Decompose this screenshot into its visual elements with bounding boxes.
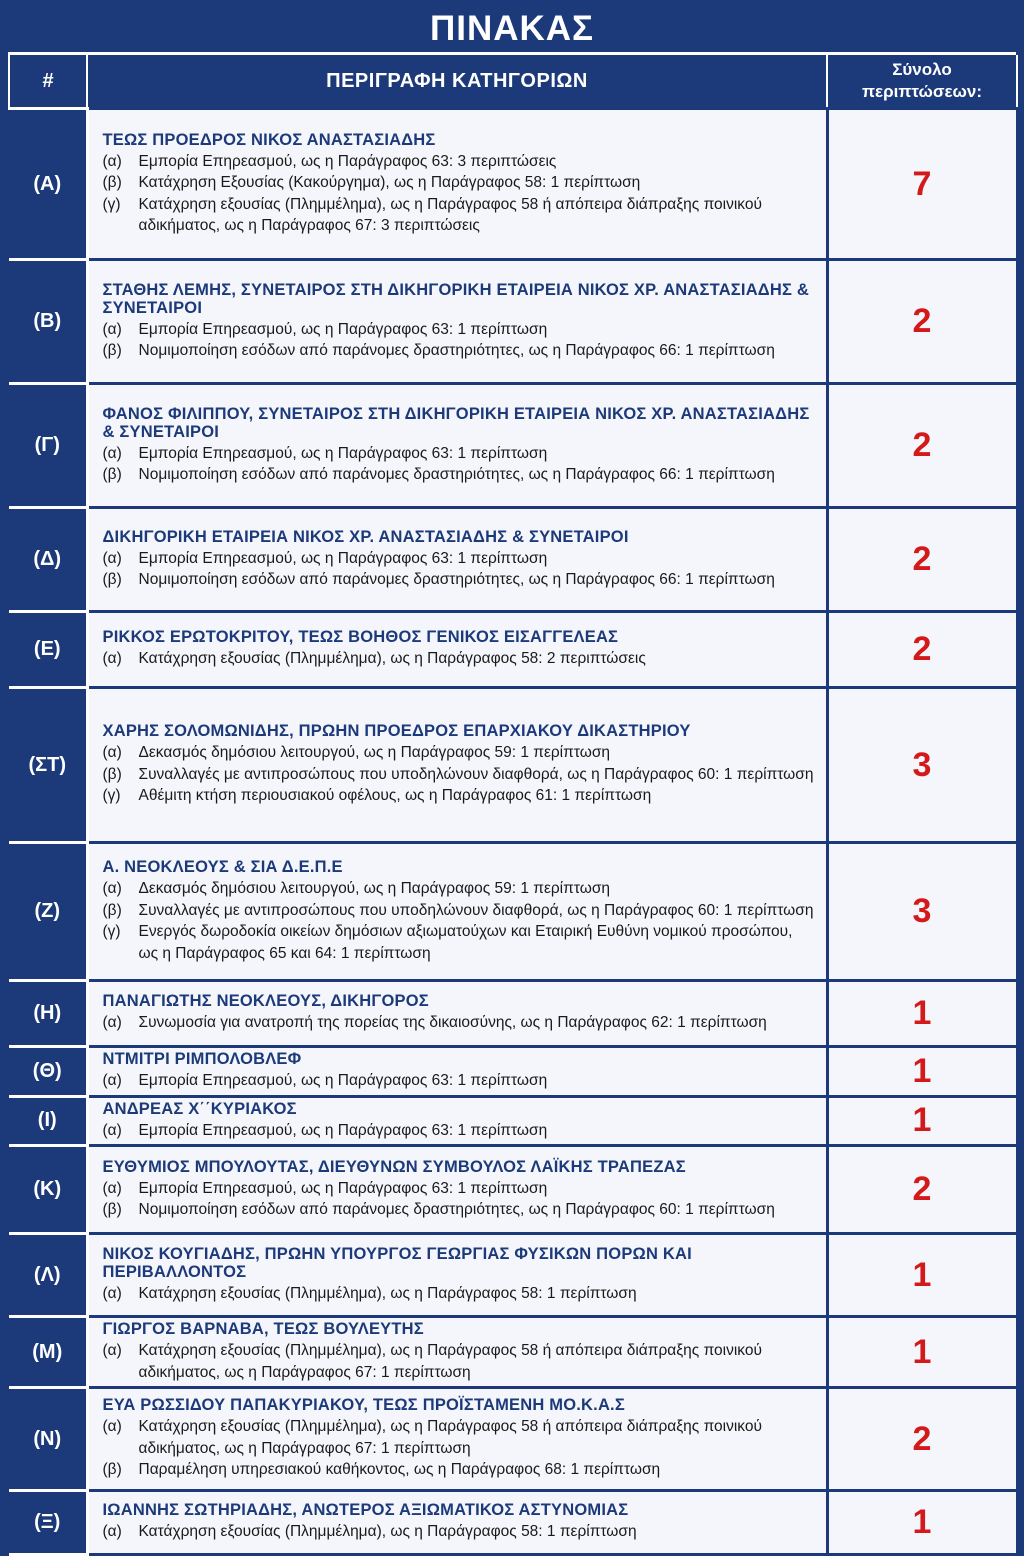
- charge-label: (α): [102, 744, 122, 762]
- person-name: ΡΙΚΚΟΣ ΕΡΩΤΟΚΡΙΤΟΥ, ΤΕΩΣ ΒΟΗΘΟΣ ΓΕΝΙΚΟΣ ΕΙΣΑΓΓΕΛΕΑΣ: [102, 628, 619, 647]
- person-name: ΝΤΜΙΤΡΙ ΡΙΜΠΟΛΟΒΛΕΦ: [102, 1050, 302, 1068]
- charge-text: Δεκασμός δημόσιου λειτουργού, ως η Παράγραφος 59: 1 περίπτωση: [138, 880, 611, 897]
- row-code: (Μ): [9, 1317, 87, 1388]
- row-description: [87, 260, 827, 384]
- row-description: [87, 612, 827, 688]
- charge-label: (α): [102, 1121, 122, 1139]
- row-total: 2: [827, 260, 1017, 384]
- charge-text: Νομιμοποίηση εσόδων από παράνομες δραστηριότητες, ως η Παράγραφος 60: 1 περίπτωση: [138, 1201, 775, 1218]
- charge-label: (α): [102, 1014, 122, 1032]
- table-row: [9, 1388, 1017, 1491]
- charge-label: (α): [102, 152, 122, 170]
- table-row: [9, 981, 1017, 1047]
- charge-label: (γ): [102, 787, 121, 805]
- row-description: [87, 508, 827, 612]
- row-total: 1: [827, 1047, 1017, 1097]
- row-code: (Β): [9, 260, 87, 384]
- charge-label: (β): [102, 1461, 122, 1479]
- table-row: [9, 260, 1017, 384]
- table-row: [9, 508, 1017, 612]
- row-total: 3: [827, 843, 1017, 981]
- charge-label: (α): [102, 549, 122, 567]
- person-name: ΕΥΘΥΜΙΟΣ ΜΠΟΥΛΟΥΤΑΣ, ΔΙΕΥΘΥΝΩΝ ΣΥΜΒΟΥΛΟΣ ΛΑΪΚΗΣ ΤΡΑΠΕΖΑΣ: [102, 1157, 686, 1176]
- charge-label: (β): [102, 174, 122, 191]
- header-total-line1: Σύνολο: [892, 60, 952, 79]
- row-total: 1: [827, 1096, 1017, 1146]
- row-description: [87, 1491, 827, 1555]
- charge-item: [103, 878, 816, 900]
- row-description: [87, 1047, 827, 1097]
- charge-item: [103, 464, 816, 486]
- charge-text: Δεκασμός δημόσιου λειτουργού, ως η Παράγραφος 59: 1 περίπτωση: [138, 744, 611, 762]
- row-description: [87, 843, 827, 981]
- charge-item: [103, 1070, 816, 1092]
- charge-item: [103, 340, 816, 362]
- page-title: ΠΙΝΑΚΑΣ: [8, 6, 1016, 55]
- charge-item: [103, 1012, 816, 1034]
- charge-label: (β): [102, 342, 122, 359]
- categories-table: [8, 55, 1019, 1556]
- person-name: ΠΑΝΑΓΙΩΤΗΣ ΝΕΟΚΛΕΟΥΣ, ΔΙΚΗΓΟΡΟΣ: [102, 992, 429, 1011]
- charge-item: [103, 548, 816, 570]
- charge-item: [103, 648, 816, 670]
- table-body: [9, 109, 1017, 1555]
- person-name: ΦΑΝΟΣ ΦΙΛΙΠΠΟΥ, ΣΥΝΕΤΑΙΡΟΣ ΣΤΗ ΔΙΚΗΓΟΡΙΚΗ ΕΤΑΙΡΕΙΑ ΝΙΚΟΣ ΧΡ. ΑΝΑΣΤΑΣΙΑΔΗΣ & ΣΥΝΕΤΑΙΡΟΙ: [102, 404, 810, 441]
- table-row: [9, 1491, 1017, 1555]
- charge-label: (α): [102, 650, 122, 668]
- charge-item: [103, 1416, 816, 1459]
- table-row: [9, 1317, 1017, 1388]
- charge-text: Ενεργός δωροδοκία οικείων δημόσιων αξιωματούχων και Εταιρική Ευθύνη νομικού προσώπου, ως η Παράγραφος 65 και 64: 1 περίπτωση: [138, 923, 793, 962]
- charge-item: [103, 1283, 816, 1305]
- table-row: [9, 1096, 1017, 1146]
- charge-text: Εμπορία Επηρεασμού, ως η Παράγραφος 63: 1 περίπτωση: [138, 444, 548, 462]
- row-code: (Ζ): [9, 843, 87, 981]
- row-total: 1: [827, 981, 1017, 1047]
- charge-label: (α): [102, 1179, 122, 1197]
- row-total: 2: [827, 1146, 1017, 1234]
- charge-text: Κατάχρηση εξουσίας (Πλημμέλημα), ως η Παράγραφος 58 ή απόπειρα διάπραξης ποινικού αδικήματος, ως η Παράγραφος 67: 1 περίπτωση: [138, 1418, 762, 1457]
- charge-item: [103, 569, 816, 591]
- charge-text: Εμπορία Επηρεασμού, ως η Παράγραφος 63: 1 περίπτωση: [138, 320, 548, 338]
- table-row: [9, 612, 1017, 688]
- row-description: [87, 1388, 827, 1491]
- charge-label: (β): [102, 571, 122, 588]
- charge-label: (α): [102, 1072, 122, 1089]
- header-total: [827, 55, 1017, 109]
- person-name: ΙΩΑΝΝΗΣ ΣΩΤΗΡΙΑΔΗΣ, ΑΝΩΤΕΡΟΣ ΑΞΙΩΜΑΤΙΚΟΣ ΑΣΤΥΝΟΜΙΑΣ: [102, 1501, 629, 1520]
- person-name: ΝΙΚΟΣ ΚΟΥΓΙΑΔΗΣ, ΠΡΩΗΝ ΥΠΟΥΡΓΟΣ ΓΕΩΡΓΙΑΣ ΦΥΣΙΚΩΝ ΠΟΡΩΝ ΚΑΙ ΠΕΡΙΒΑΛΛΟΝΤΟΣ: [102, 1244, 692, 1281]
- row-description: [87, 1146, 827, 1234]
- row-total: 2: [827, 508, 1017, 612]
- charge-item: [103, 1459, 816, 1481]
- charge-text: Εμπορία Επηρεασμού, ως η Παράγραφος 63: 1 περίπτωση: [138, 1179, 548, 1197]
- charge-text: Νομιμοποίηση εσόδων από παράνομες δραστηριότητες, ως η Παράγραφος 66: 1 περίπτωση: [138, 571, 775, 588]
- charge-text: Εμπορία Επηρεασμού, ως η Παράγραφος 63: 1 περίπτωση: [138, 1072, 548, 1089]
- person-name: ΤΕΩΣ ΠΡΟΕΔΡΟΣ ΝΙΚΟΣ ΑΝΑΣΤΑΣΙΑΔΗΣ: [102, 130, 436, 149]
- charge-text: Κατάχρηση εξουσίας (Πλημμέλημα), ως η Παράγραφος 58 ή απόπειρα διάπραξης ποινικού αδικήματος, ως η Παράγραφος 67: 3 περιπτώσεις: [138, 195, 762, 234]
- header-number: #: [9, 55, 87, 109]
- charge-item: [103, 785, 816, 807]
- row-description: [87, 981, 827, 1047]
- person-name: ΕΥΑ ΡΩΣΣΙΔΟΥ ΠΑΠΑΚΥΡΙΑΚΟΥ, ΤΕΩΣ ΠΡΟΪΣΤΑΜΕΝΗ ΜΟ.Κ.Α.Σ: [102, 1396, 625, 1415]
- charge-text: Κατάχρηση εξουσίας (Πλημμέλημα), ως η Παράγραφος 58: 1 περίπτωση: [138, 1523, 637, 1541]
- row-total: 2: [827, 384, 1017, 508]
- row-code: (Λ): [9, 1234, 87, 1317]
- row-code: (Ε): [9, 612, 87, 688]
- charge-text: Νομιμοποίηση εσόδων από παράνομες δραστηριότητες, ως η Παράγραφος 66: 1 περίπτωση: [138, 342, 775, 359]
- charge-label: (β): [102, 901, 122, 919]
- charge-item: [103, 172, 816, 194]
- table-row: [9, 1234, 1017, 1317]
- row-code: (ΣΤ): [9, 688, 87, 843]
- row-code: (Γ): [9, 384, 87, 508]
- row-total: 1: [827, 1317, 1017, 1388]
- row-code: (Ι): [9, 1096, 87, 1146]
- charge-item: [103, 1199, 816, 1221]
- row-description: [87, 688, 827, 843]
- charge-text: Συναλλαγές με αντιπροσώπους που υποδηλώνουν διαφθορά, ως η Παράγραφος 60: 1 περίπτωση: [138, 765, 814, 783]
- charge-item: [103, 194, 816, 237]
- charge-item: [103, 1521, 816, 1543]
- row-code: (Η): [9, 981, 87, 1047]
- table-row: [9, 384, 1017, 508]
- person-name: ΣΤΑΘΗΣ ΛΕΜΗΣ, ΣΥΝΕΤΑΙΡΟΣ ΣΤΗ ΔΙΚΗΓΟΡΙΚΗ ΕΤΑΙΡΕΙΑ ΝΙΚΟΣ ΧΡ. ΑΝΑΣΤΑΣΙΑΔΗΣ & ΣΥΝΕΤΑΙΡΟΙ: [102, 280, 809, 317]
- table-row: [9, 843, 1017, 981]
- charge-text: Κατάχρηση εξουσίας (Πλημμέλημα), ως η Παράγραφος 58: 1 περίπτωση: [138, 1284, 637, 1302]
- charge-text: Κατάχρηση εξουσίας (Πλημμέλημα), ως η Παράγραφος 58: 2 περιπτώσεις: [138, 650, 646, 668]
- header-description: ΠΕΡΙΓΡΑΦΗ ΚΑΤΗΓΟΡΙΩΝ: [87, 55, 827, 109]
- person-name: ΔΙΚΗΓΟΡΙΚΗ ΕΤΑΙΡΕΙΑ ΝΙΚΟΣ ΧΡ. ΑΝΑΣΤΑΣΙΑΔΗΣ & ΣΥΝΕΤΑΙΡΟΙ: [102, 527, 629, 546]
- charge-text: Παραμέληση υπηρεσιακού καθήκοντος, ως η Παράγραφος 68: 1 περίπτωση: [138, 1461, 661, 1479]
- charge-item: [103, 1340, 816, 1383]
- charge-text: Εμπορία Επηρεασμού, ως η Παράγραφος 63: 1 περίπτωση: [138, 549, 548, 567]
- row-code: (Α): [9, 109, 87, 260]
- charge-item: [103, 151, 816, 173]
- row-total: 3: [827, 688, 1017, 843]
- charge-text: Εμπορία Επηρεασμού, ως η Παράγραφος 63: 1 περίπτωση: [138, 1121, 548, 1139]
- row-total: 1: [827, 1491, 1017, 1555]
- charge-label: (α): [102, 1418, 122, 1436]
- row-description: [87, 1317, 827, 1388]
- row-total: 1: [827, 1234, 1017, 1317]
- charge-item: [103, 742, 816, 764]
- person-name: ΧΑΡΗΣ ΣΟΛΟΜΩΝΙΔΗΣ, ΠΡΩΗΝ ΠΡΟΕΔΡΟΣ ΕΠΑΡΧΙΑΚΟΥ ΔΙΚΑΣΤΗΡΙΟΥ: [102, 722, 691, 741]
- charge-text: Κατάχρηση εξουσίας (Πλημμέλημα), ως η Παράγραφος 58 ή απόπειρα διάπραξης ποινικού αδικήματος, ως η Παράγραφος 67: 1 περίπτωση: [138, 1342, 762, 1381]
- charge-text: Συναλλαγές με αντιπροσώπους που υποδηλώνουν διαφθορά, ως η Παράγραφος 60: 1 περίπτωση: [138, 901, 814, 919]
- charge-label: (β): [102, 466, 122, 483]
- row-code: (Ν): [9, 1388, 87, 1491]
- charge-text: Κατάχρηση Εξουσίας (Κακούργημα), ως η Παράγραφος 58: 1 περίπτωση: [138, 174, 641, 191]
- charge-label: (α): [102, 1342, 122, 1359]
- table-row: [9, 1047, 1017, 1097]
- person-name: ΑΝΔΡΕΑΣ Χ΄΄ΚΥΡΙΑΚΟΣ: [102, 1099, 297, 1118]
- table-row: [9, 109, 1017, 260]
- row-description: [87, 1234, 827, 1317]
- row-code: (Θ): [9, 1047, 87, 1097]
- table-header-row: [9, 55, 1017, 109]
- row-total: 7: [827, 109, 1017, 260]
- row-code: (Δ): [9, 508, 87, 612]
- header-total-line2: περιπτώσεων:: [862, 82, 982, 101]
- charge-item: [103, 1120, 816, 1142]
- charge-item: [103, 764, 816, 786]
- charge-item: [103, 1178, 816, 1200]
- charge-text: Νομιμοποίηση εσόδων από παράνομες δραστηριότητες, ως η Παράγραφος 66: 1 περίπτωση: [138, 466, 775, 483]
- charge-item: [103, 921, 816, 964]
- charge-label: (α): [102, 880, 122, 897]
- charge-label: (α): [102, 444, 122, 462]
- summary-table-page: [8, 6, 1016, 1541]
- table-row: [9, 688, 1017, 843]
- row-total: 2: [827, 1388, 1017, 1491]
- charge-label: (γ): [102, 195, 121, 213]
- charge-item: [103, 900, 816, 922]
- charge-text: Αθέμιτη κτήση περιουσιακού οφέλους, ως η Παράγραφος 61: 1 περίπτωση: [138, 787, 652, 805]
- charge-label: (β): [102, 765, 122, 783]
- row-description: [87, 109, 827, 260]
- table-row: [9, 1146, 1017, 1234]
- row-code: (Κ): [9, 1146, 87, 1234]
- charge-label: (γ): [102, 923, 121, 940]
- row-total: 2: [827, 612, 1017, 688]
- row-code: (Ξ): [9, 1491, 87, 1555]
- charge-label: (β): [102, 1201, 122, 1218]
- charge-item: [103, 319, 816, 341]
- charge-item: [103, 443, 816, 465]
- charge-text: Συνωμοσία για ανατροπή της πορείας της δικαιοσύνης, ως η Παράγραφος 62: 1 περίπτωση: [138, 1014, 767, 1032]
- charge-label: (α): [102, 1284, 122, 1302]
- charge-label: (α): [102, 320, 122, 338]
- person-name: Α. ΝΕΟΚΛΕΟΥΣ & ΣΙΑ Δ.Ε.Π.Ε: [102, 858, 343, 876]
- charge-label: (α): [102, 1523, 122, 1541]
- person-name: ΓΙΩΡΓΟΣ ΒΑΡΝΑΒΑ, ΤΕΩΣ ΒΟΥΛΕΥΤΗΣ: [102, 1320, 424, 1338]
- charge-text: Εμπορία Επηρεασμού, ως η Παράγραφος 63: 3 περιπτώσεις: [138, 152, 557, 170]
- row-description: [87, 1096, 827, 1146]
- row-description: [87, 384, 827, 508]
